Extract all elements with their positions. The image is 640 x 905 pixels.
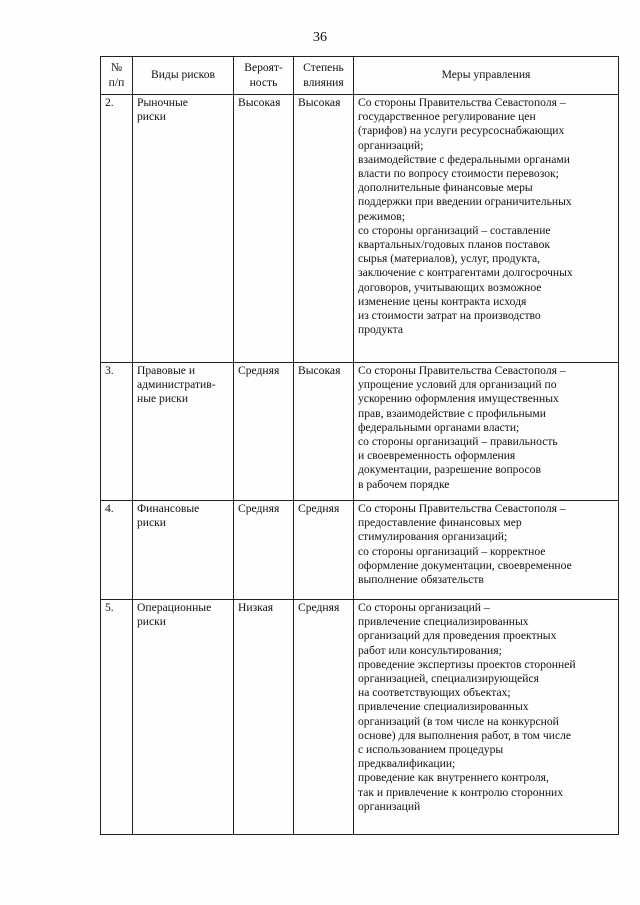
row-number: 2. xyxy=(105,96,114,109)
measure-line: Со стороны Правительства Севастополя – xyxy=(358,364,566,377)
measure-line: организаций; xyxy=(358,138,424,152)
measure-line: привлечение специализированных xyxy=(358,615,529,629)
measure-line: предоставление финансовых мер xyxy=(358,516,522,530)
probability-value: Высокая xyxy=(238,96,281,109)
measure-line: с использованием процедуры xyxy=(358,743,504,757)
measure-line: государственное регулирование цен xyxy=(358,110,536,124)
measure-line: упрощение условий для организаций по xyxy=(358,378,557,392)
probability-value: Средняя xyxy=(238,364,280,377)
risk-type-cell xyxy=(133,501,234,600)
impact-cell xyxy=(294,363,354,501)
measure-line: (тарифов) на услуги ресурсоснабжающих xyxy=(358,124,565,138)
measure-line: организаций xyxy=(358,799,421,813)
measure-line: Со стороны организаций – xyxy=(358,601,490,614)
impact-value: Средняя xyxy=(298,601,340,614)
measure-line: основе) для выполнения работ, в том числе xyxy=(358,728,572,742)
measure-line: договоров, учитывающих возможное xyxy=(358,280,542,294)
measure-line: организаций (в том числе на конкурсной xyxy=(358,714,559,728)
measure-line: взаимодействие с федеральными органами xyxy=(358,152,570,166)
measure-line: и своевременность оформления xyxy=(358,449,516,463)
risk-type-line: Финансовые xyxy=(137,502,200,515)
measures-cell xyxy=(354,501,619,600)
risk-type-line: административ- xyxy=(137,378,216,392)
table-row xyxy=(101,363,619,501)
measure-line: власти по вопросу стоимости перевозок; xyxy=(358,167,559,181)
probability-cell xyxy=(234,95,294,363)
measure-line: организацией, специализирующейся xyxy=(358,672,539,686)
impact-cell xyxy=(294,95,354,363)
page-number: 36 xyxy=(313,30,327,45)
measure-line: со стороны организаций – составление xyxy=(358,223,551,237)
measure-line: стимулирования организаций; xyxy=(358,530,508,544)
measure-line: в рабочем порядке xyxy=(358,477,450,491)
measure-line: документации, разрешение вопросов xyxy=(358,463,541,477)
row-number: 4. xyxy=(105,502,114,515)
probability-value: Средняя xyxy=(238,502,280,515)
row-number: 5. xyxy=(105,601,114,614)
measure-line: режимов; xyxy=(358,209,405,223)
risk-type-cell xyxy=(133,363,234,501)
measure-line: федеральными органами власти; xyxy=(358,420,520,434)
header-probability: Вероят- ность xyxy=(234,57,294,95)
row-number-cell xyxy=(101,95,133,363)
measures-cell xyxy=(354,363,619,501)
probability-value: Низкая xyxy=(238,601,274,614)
measure-line: продукта xyxy=(358,323,403,337)
table-header-row xyxy=(101,57,619,95)
risk-type-line: Операционные xyxy=(137,601,212,614)
measure-line: организаций для проведения проектных xyxy=(358,629,557,643)
impact-cell xyxy=(294,501,354,600)
measure-line: квартальных/годовых планов поставок xyxy=(358,238,550,252)
measure-line: изменение цены контракта исходя xyxy=(358,294,527,308)
header-impact: Степень влияния xyxy=(294,57,354,95)
row-number-cell xyxy=(101,501,133,600)
table-row xyxy=(101,501,619,600)
impact-value: Средняя xyxy=(298,502,340,515)
measure-line: со стороны организаций – корректное xyxy=(358,544,546,558)
measure-line: выполнение обязательств xyxy=(358,573,484,587)
probability-cell xyxy=(234,501,294,600)
measure-line: оформление документации, своевременное xyxy=(358,558,572,572)
measure-line: Со стороны Правительства Севастополя – xyxy=(358,96,566,109)
measure-line: сырья (материалов), услуг, продукта, xyxy=(358,252,541,266)
impact-value: Высокая xyxy=(298,96,341,109)
measure-line: со стороны организаций – правильность xyxy=(358,435,558,449)
row-number: 3. xyxy=(105,364,114,377)
risk-management-table xyxy=(100,56,619,835)
measure-line: из стоимости затрат на производство xyxy=(358,309,541,323)
table-row xyxy=(101,95,619,363)
row-number-cell xyxy=(101,600,133,835)
measure-line: заключение с контрагентами долгосрочных xyxy=(358,266,573,280)
measure-line: на соответствующих объектах; xyxy=(358,686,511,700)
measure-line: поддержки при введении ограничительных xyxy=(358,195,572,209)
measure-line: так и привлечение к контролю сторонних xyxy=(358,785,564,799)
risk-type-cell xyxy=(133,600,234,835)
measure-line: привлечение специализированных xyxy=(358,700,529,714)
impact-value: Высокая xyxy=(298,364,341,377)
risk-type-line: риски xyxy=(137,615,166,629)
risk-type-line: риски xyxy=(137,110,166,124)
probability-cell xyxy=(234,363,294,501)
probability-cell xyxy=(234,600,294,835)
measure-line: предквалификации; xyxy=(358,757,456,771)
measure-line: Со стороны Правительства Севастополя – xyxy=(358,502,566,515)
measures-cell xyxy=(354,600,619,835)
header-risk-type: Виды рисков xyxy=(133,57,234,95)
measure-line: ускорению оформления имущественных xyxy=(358,392,559,406)
measure-line: дополнительные финансовые меры xyxy=(358,181,533,195)
header-measures: Меры управления xyxy=(354,57,619,95)
measure-line: прав, взаимодействие с профильными xyxy=(358,406,546,420)
risk-type-line: риски xyxy=(137,516,166,530)
risk-type-line: Рыночные xyxy=(137,96,188,109)
risk-type-cell xyxy=(133,95,234,363)
measure-line: проведение экспертизы проектов сторонней xyxy=(358,657,576,671)
impact-cell xyxy=(294,600,354,835)
row-number-cell xyxy=(101,363,133,501)
measure-line: проведение как внутреннего контроля, xyxy=(358,771,549,785)
measure-line: работ или консультирования; xyxy=(358,643,502,657)
header-number: № п/п xyxy=(101,57,133,95)
risk-type-line: ные риски xyxy=(137,392,189,406)
table-row xyxy=(101,600,619,835)
risk-type-line: Правовые и xyxy=(137,364,196,377)
measures-cell xyxy=(354,95,619,363)
